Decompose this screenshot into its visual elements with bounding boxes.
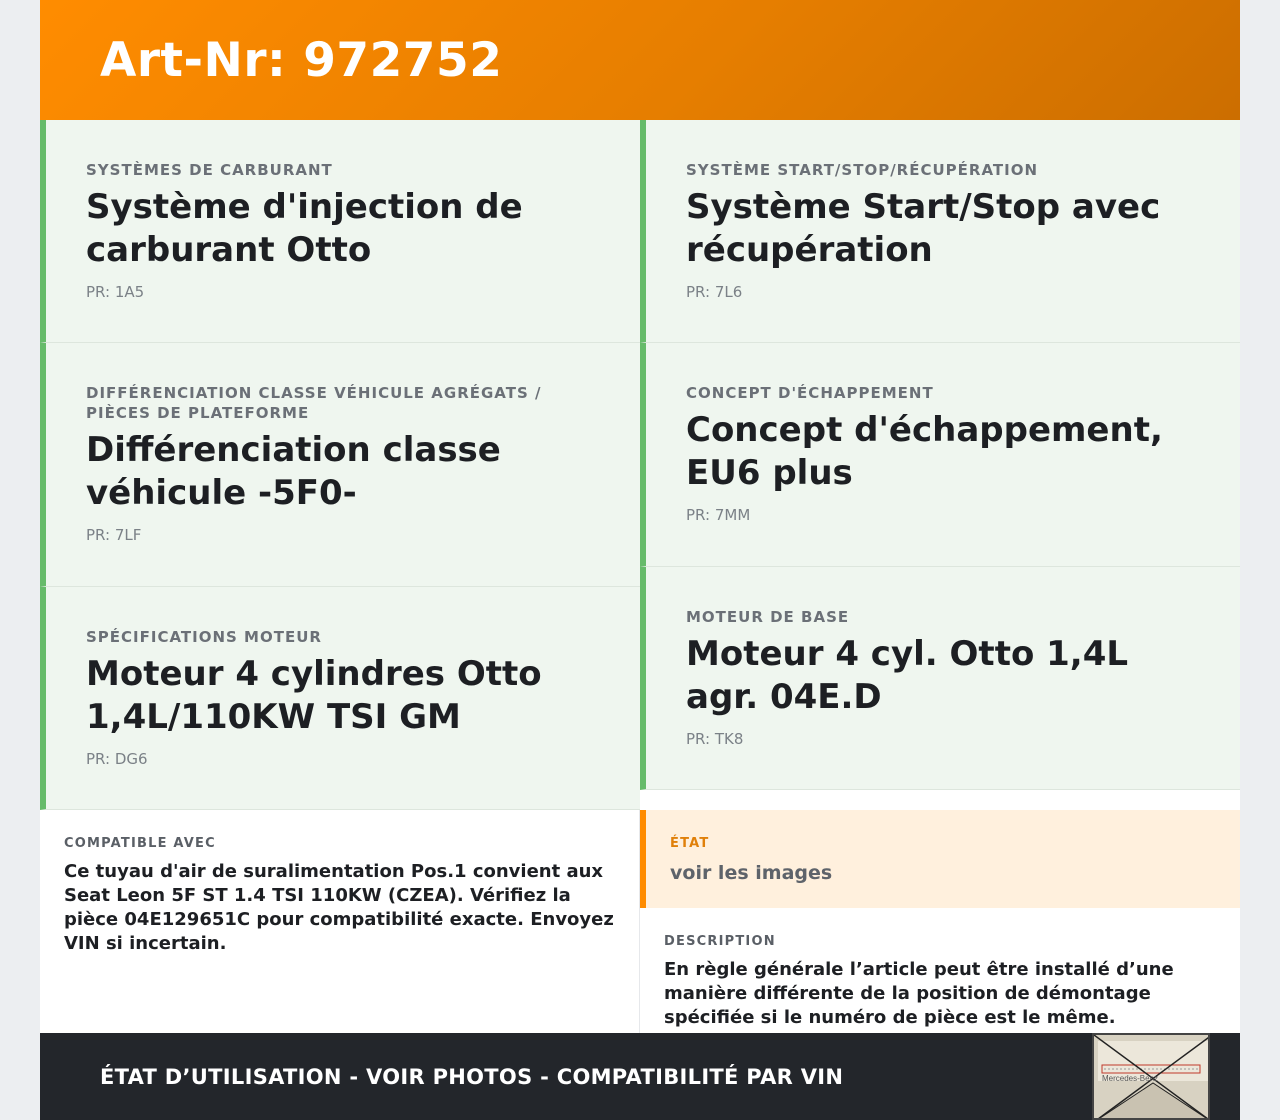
thumbnail-caption: Mercedes-Benz [1102,1074,1159,1083]
compatibility-block [40,810,640,1033]
spec-pr-code: PR: 7LF [86,526,142,544]
spec-category: SYSTÈME START/STOP/RÉCUPÉRATION [686,161,1039,179]
spec-category: SYSTÈMES DE CARBURANT [86,161,333,179]
spec-pr-code: PR: TK8 [686,730,744,748]
spec-card-vehicle-class [40,343,640,587]
product-sheet [40,0,1240,1120]
condition-label: ÉTAT [670,836,710,851]
details-grid [40,120,1240,1033]
part-label-thumbnail[interactable] [1092,1033,1210,1120]
spec-category: CONCEPT D'ÉCHAPPEMENT [686,384,934,402]
description-text: En règle générale l’article peut être installé d’une manière différente de la position de démontage spécifiée si le numéro de pièce est le même. [664,959,1174,1028]
spec-card-exhaust [640,343,1240,567]
spec-title: Système Start/Stop avec récupération [686,187,1161,270]
article-number-title: Art-Nr: 972752 [100,32,503,88]
spec-pr-code: PR: 7L6 [686,283,743,301]
spec-title: Moteur 4 cylindres Otto 1,4L/110KW TSI GM [86,654,542,737]
compatibility-label: COMPATIBLE AVEC [64,836,216,851]
spec-pr-code: PR: DG6 [86,750,148,768]
right-column [640,120,1240,1053]
envelope-photo-icon [1094,1035,1210,1120]
spec-title: Concept d'échappement, EU6 plus [686,410,1163,493]
description-label: DESCRIPTION [664,934,776,949]
spec-pr-code: PR: 1A5 [86,283,145,301]
spec-category: MOTEUR DE BASE [686,608,850,626]
description-block [640,908,1240,1053]
spec-card-engine-spec [40,587,640,810]
spacer [640,790,1240,810]
compatibility-text: Ce tuyau d'air de suralimentation Pos.1 convient aux Seat Leon 5F ST 1.4 TSI 110KW (CZEA). Vérifiez la pièce 04E129651C pour compatibilité exacte. Envoyez VIN si incertain. [64,861,614,954]
spec-category: SPÉCIFICATIONS MOTEUR [86,628,322,646]
spec-pr-code: PR: 7MM [686,506,751,524]
left-column [40,120,640,1033]
condition-value: voir les images [670,862,833,884]
spec-card-base-engine [640,567,1240,790]
spec-category: DIFFÉRENCIATION CLASSE VÉHICULE AGRÉGATS / PIÈCES DE PLATEFORME [86,384,542,422]
spec-card-start-stop [640,120,1240,343]
spec-title: Différenciation classe véhicule -5F0- [86,430,501,513]
footer-bar [40,1033,1240,1120]
spec-title: Système d'injection de carburant Otto [86,187,523,270]
footer-text: ÉTAT D’UTILISATION - VOIR PHOTOS - COMPATIBILITÉ PAR VIN [100,1064,844,1089]
spec-card-fuel-system [40,120,640,343]
header-bar [40,0,1240,120]
spec-title: Moteur 4 cyl. Otto 1,4L agr. 04E.D [686,634,1129,717]
condition-block [640,810,1240,908]
